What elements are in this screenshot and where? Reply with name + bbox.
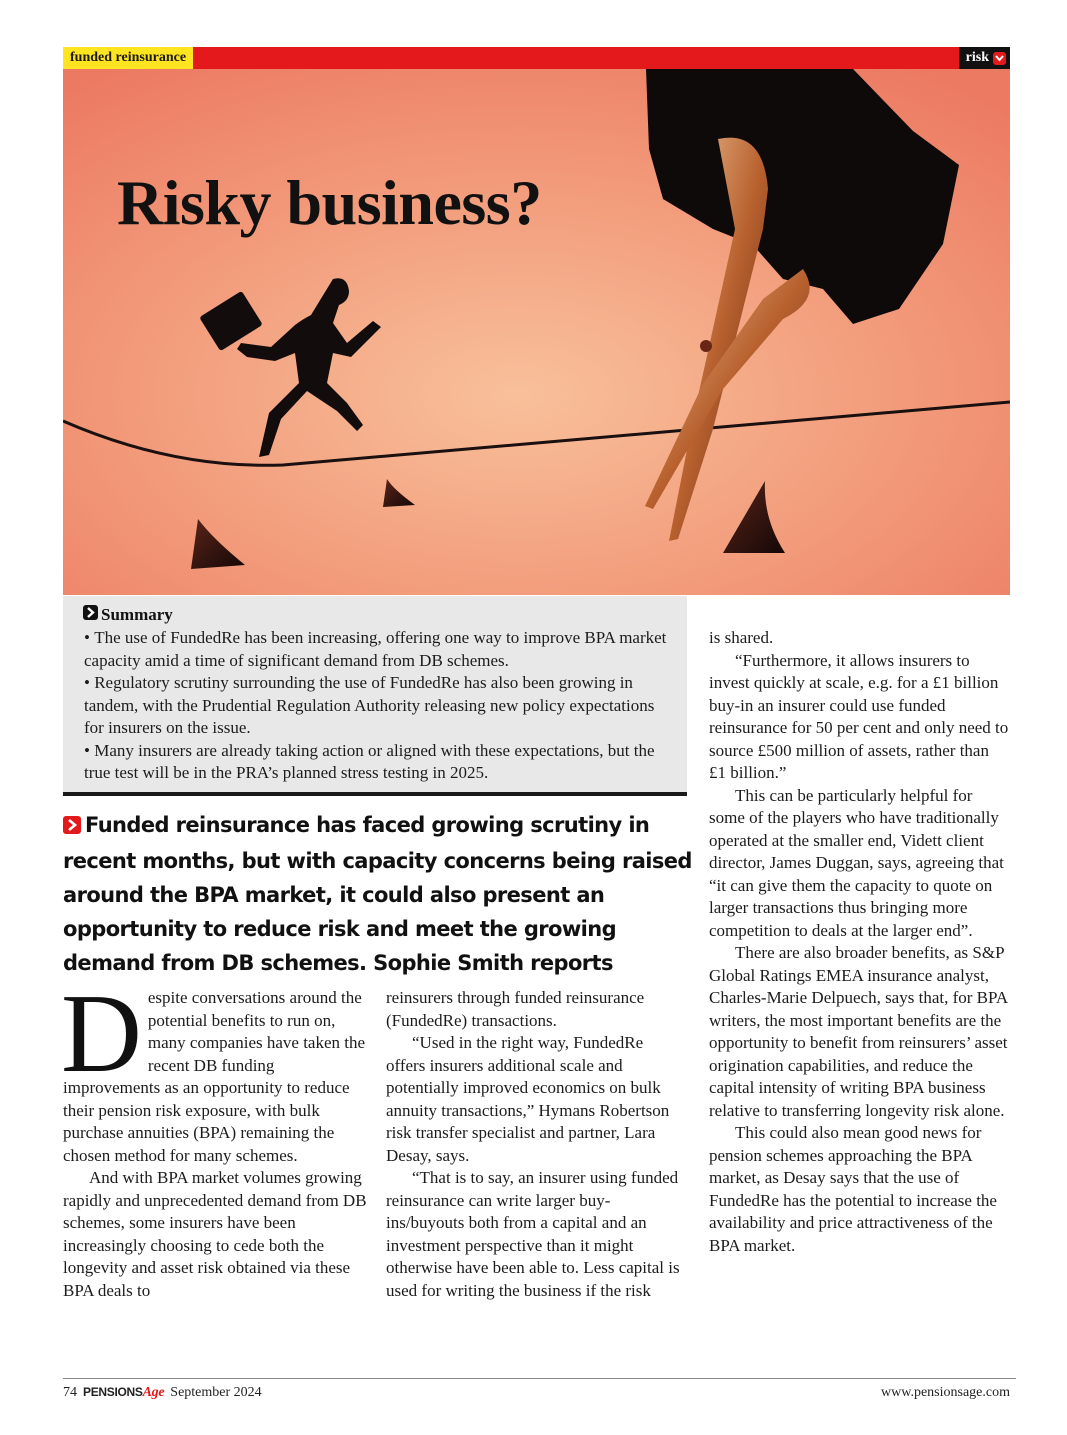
- paragraph: reinsurers through funded reinsurance (FundedRe) transactions.: [386, 988, 645, 1030]
- paragraph: is shared.: [709, 628, 774, 647]
- page-title: Risky business?: [117, 167, 542, 238]
- article-column-3: [709, 627, 1009, 1257]
- standfirst: [63, 808, 693, 980]
- arrow-right-icon: [63, 810, 81, 844]
- paragraph: This can be particularly helpful for some of the players who have traditionally operated at the smaller end, Vidett client director, James Duggan, says, agreeing that “it can give them the capacity to quote on larger transactions thus bringing more competition to deals at the larger end”.: [709, 785, 1004, 940]
- paragraph: And with BPA market volumes growing rapidly and unprecedented demand from DB schemes, some insurers have been increasingly choosing to cede both the longevity and asset risk obtained via these BPA deals to: [63, 1168, 367, 1300]
- website-url[interactable]: www.pensionsage.com: [881, 1385, 1010, 1400]
- article-column-1: [61, 972, 368, 1302]
- summary-title: Summary: [101, 605, 173, 624]
- section-tag: funded reinsurance: [63, 47, 193, 69]
- issue-date: September 2024: [170, 1385, 262, 1400]
- paragraph: “Used in the right way, FundedRe offers insurers additional scale and potentially improved economics on bulk annuity transactions,” Hymans Robertson risk transfer specialist and partner, Lara Desay, says.: [386, 1033, 670, 1165]
- brand-logo: [83, 1385, 164, 1401]
- footer-divider: [63, 1378, 1016, 1379]
- summary-item: • The use of FundedRe has been increasing, offering one way to improve BPA market capacity amid a time of significant demand from DB schemes.: [84, 627, 674, 672]
- paragraph: This could also mean good news for pension schemes approaching the BPA market, as Desay says that the use of FundedRe has the potential to increase the availability and price attractiveness of the BPA market.: [709, 1123, 997, 1255]
- paragraph: “That is to say, an insurer using funded reinsurance can write larger buy-ins/buyouts both from a capital and an investment perspective than it might otherwise have been able to. Less capital is used for writing the business if the risk: [386, 1168, 680, 1300]
- summary-heading: [83, 605, 173, 625]
- page-number: 74: [63, 1385, 77, 1400]
- footer-info: [63, 1385, 262, 1401]
- header-bar: [63, 47, 1010, 69]
- paragraph: “Furthermore, it allows insurers to invest quickly at scale, e.g. for a £1 billion buy-in an insurer could use funded reinsurance for 50 per cent and only need to source £500 million of assets, rather than £1 billion.”: [709, 650, 1009, 782]
- brand-pensions: PENSIONS: [83, 1385, 143, 1399]
- chevron-down-icon: [993, 52, 1006, 65]
- summary-item: • Many insurers are already taking action or aligned with these expectations, but the true test will be in the PRA’s planned stress testing in 2025.: [84, 740, 674, 785]
- article-column-2: [386, 987, 684, 1302]
- paragraph: There are also broader benefits, as S&P Global Ratings EMEA insurance analyst, Charles-Marie Delpuech, says that, for BPA writers, the most important benefits are the opportunity to benefit from reinsurers’ asset origination capabilities, and reduce the capital intensity of writing BPA business relative to transferring longevity risk alone.: [709, 943, 1008, 1120]
- hero-illustration: [63, 69, 1010, 595]
- standfirst-text: Funded reinsurance has faced growing scrutiny in recent months, but with capacity concerns being raised around the BPA market, it could also present an opportunity to reduce risk and meet the growing demand from DB schemes. Sophie Smith reports: [63, 813, 692, 975]
- category-tag: [959, 47, 1010, 69]
- chevron-right-icon: [83, 605, 98, 625]
- dropcap: D: [61, 972, 142, 1096]
- summary-item: • Regulatory scrutiny surrounding the use of FundedRe has also been growing in tandem, with the Prudential Regulation Authority releasing new policy expectations for insurers on the issue.: [84, 672, 674, 740]
- category-label: risk: [965, 50, 989, 65]
- summary-list: [84, 627, 674, 785]
- paragraph: espite conversations around the potential benefits to run on, many companies have taken the recent DB funding improvements as an opportunity to reduce their pension risk exposure, with bulk purchase annuities (BPA) remaining the chosen method for many schemes.: [63, 988, 366, 1165]
- brand-age: Age: [142, 1385, 165, 1400]
